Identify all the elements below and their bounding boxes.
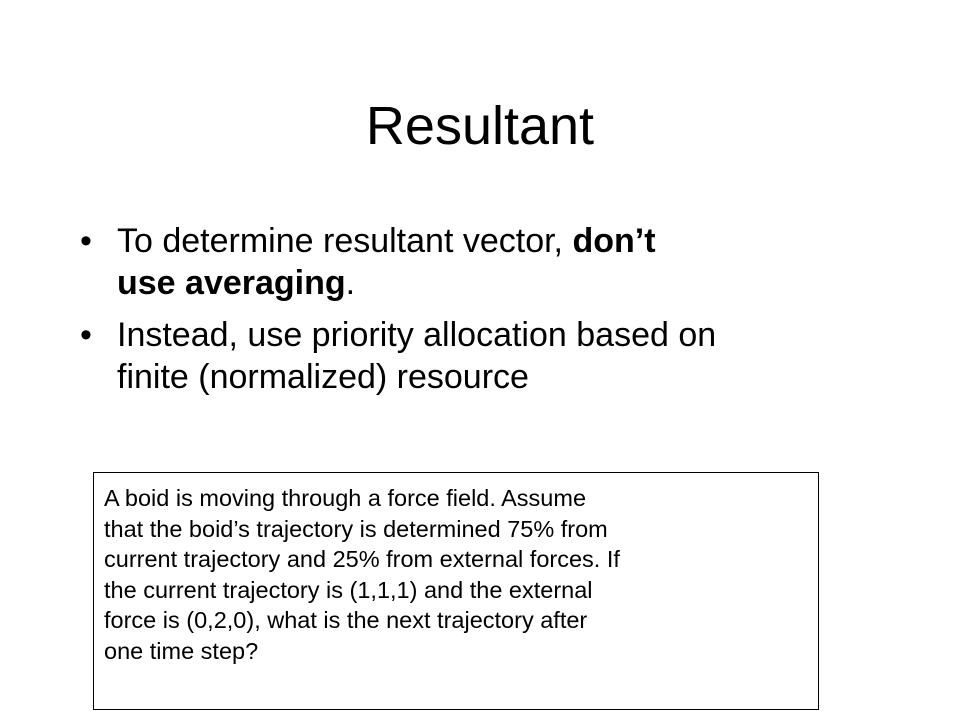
bullet-text-period: .	[345, 264, 356, 302]
note-line: the current trajectory is (1,1,1) and the external	[104, 576, 593, 603]
bullet-text-line-1: Instead, use priority allocation based on	[117, 316, 717, 354]
bullet-item-priority	[80, 314, 900, 398]
bullet-text-normal: To determine resultant vector,	[117, 222, 573, 260]
bullet-item-averaging	[80, 220, 900, 304]
bullet-text-line-2: finite (normalized) resource	[117, 358, 529, 396]
note-line: A boid is moving through a force field. Assume	[104, 485, 587, 511]
note-line: force is (0,2,0), what is the next trajectory after	[104, 607, 588, 633]
bullet-text-bold-averaging: use averaging	[117, 264, 346, 302]
bullet-icon: •	[80, 222, 92, 260]
note-line: current trajectory and 25% from external forces. If	[104, 546, 620, 572]
example-problem-box	[93, 472, 819, 710]
note-line: that the boid’s trajectory is determined 75% from	[104, 515, 608, 542]
note-line: one time step?	[104, 637, 259, 664]
bullet-list	[80, 220, 900, 408]
slide-title: Resultant	[365, 96, 595, 156]
bullet-text-bold-dont: don’t	[572, 222, 656, 260]
bullet-icon: •	[80, 316, 92, 354]
